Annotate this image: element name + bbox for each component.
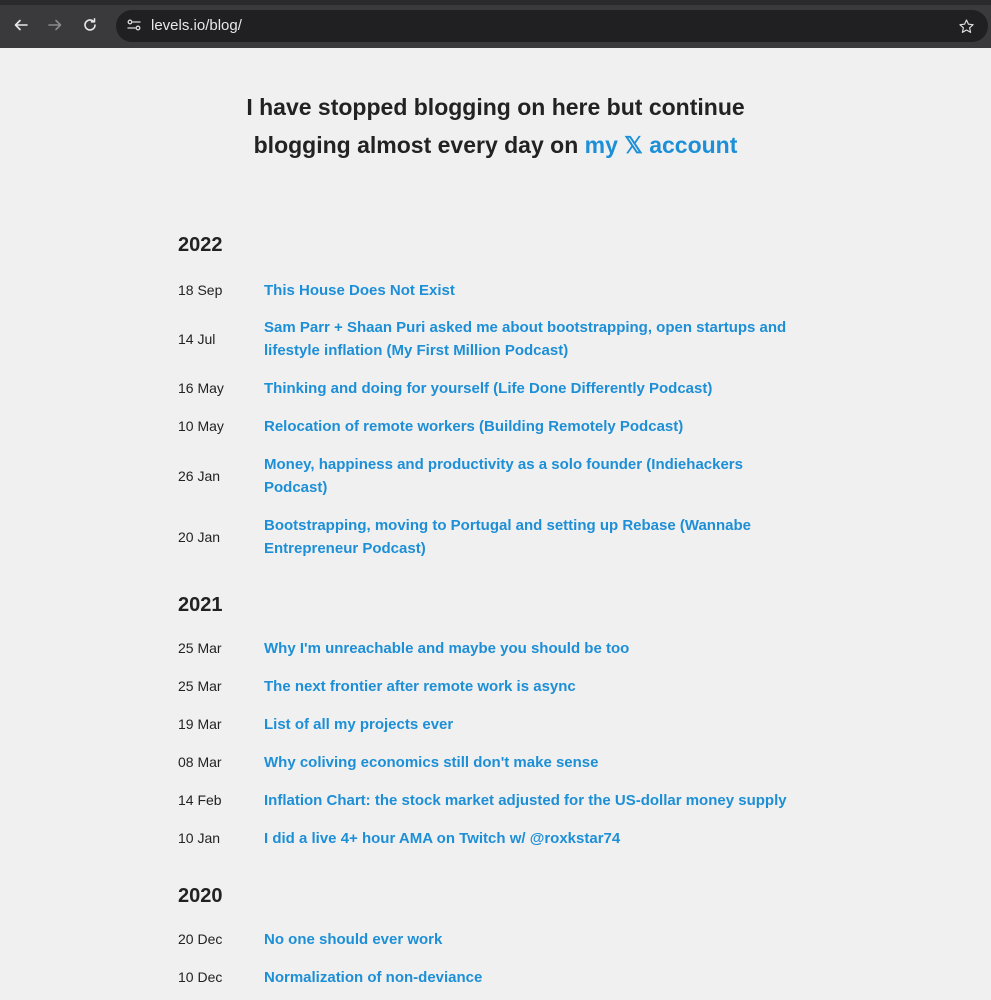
x-account-link[interactable]: my 𝕏 account xyxy=(584,132,738,158)
post-link[interactable]: Normalization of non-deviance xyxy=(264,969,483,986)
post-date: 20 Jan xyxy=(178,529,221,545)
post-date: 08 Mar xyxy=(178,754,222,770)
year-heading: 2020 xyxy=(178,885,223,907)
post-link[interactable]: Sam Parr + Shaan Puri asked me about bootstrapping, open startups and lifestyle inflation (My First Million Podcast) xyxy=(264,319,787,359)
post-link[interactable]: Bootstrapping, moving to Portugal and setting up Rebase (Wannabe Entrepreneur Podcast) xyxy=(264,517,751,557)
forward-button[interactable] xyxy=(44,14,66,36)
post-date: 19 Mar xyxy=(178,716,222,732)
post-link[interactable]: I did a live 4+ hour AMA on Twitch w/ @roxkstar74 xyxy=(264,830,621,847)
post-link[interactable]: Why coliving economics still don't make sense xyxy=(264,754,599,771)
reload-button[interactable] xyxy=(79,14,101,36)
post-link[interactable]: The next frontier after remote work is async xyxy=(264,678,576,695)
post-date: 18 Sep xyxy=(178,282,223,298)
post-date: 16 May xyxy=(178,380,224,396)
arrow-left-icon xyxy=(13,17,29,33)
post-link[interactable]: Inflation Chart: the stock market adjusted for the US-dollar money supply xyxy=(264,792,787,809)
post-date: 10 May xyxy=(178,418,224,434)
browser-toolbar xyxy=(0,0,991,48)
post-link[interactable]: Relocation of remote workers (Building Remotely Podcast) xyxy=(264,418,684,435)
post-link[interactable]: This House Does Not Exist xyxy=(264,282,455,299)
tab-strip xyxy=(0,0,991,5)
post-date: 14 Feb xyxy=(178,792,222,808)
hero-line-2 xyxy=(0,126,991,164)
post-date: 26 Jan xyxy=(178,468,221,484)
hero-line-1: I have stopped blogging on here but continue xyxy=(246,94,745,120)
address-bar[interactable] xyxy=(116,10,988,42)
post-link[interactable]: Why I'm unreachable and maybe you should be too xyxy=(264,640,630,657)
bookmark-star-icon[interactable] xyxy=(955,15,977,37)
arrow-right-icon xyxy=(47,17,63,33)
post-link[interactable]: Money, happiness and productivity as a solo founder (Indiehackers Podcast) xyxy=(264,456,743,496)
post-date: 10 Jan xyxy=(178,830,221,846)
hero-heading xyxy=(0,88,991,164)
post-date: 20 Dec xyxy=(178,931,223,947)
post-date: 14 Jul xyxy=(178,331,216,347)
post-link[interactable]: No one should ever work xyxy=(264,931,443,948)
post-date: 25 Mar xyxy=(178,678,222,694)
hero-line-2-text: blogging almost every day on xyxy=(253,132,579,158)
post-date: 25 Mar xyxy=(178,640,222,656)
post-link[interactable]: Thinking and doing for yourself (Life Done Differently Podcast) xyxy=(264,380,713,397)
back-button[interactable] xyxy=(10,14,32,36)
year-heading: 2022 xyxy=(178,234,223,256)
year-heading: 2021 xyxy=(178,594,223,616)
post-date: 10 Dec xyxy=(178,969,223,985)
page-content xyxy=(0,48,991,1000)
post-link[interactable]: List of all my projects ever xyxy=(264,716,454,733)
url-text[interactable]: levels.io/blog/ xyxy=(151,17,242,34)
reload-icon xyxy=(82,17,98,33)
site-settings-icon[interactable] xyxy=(124,15,144,35)
